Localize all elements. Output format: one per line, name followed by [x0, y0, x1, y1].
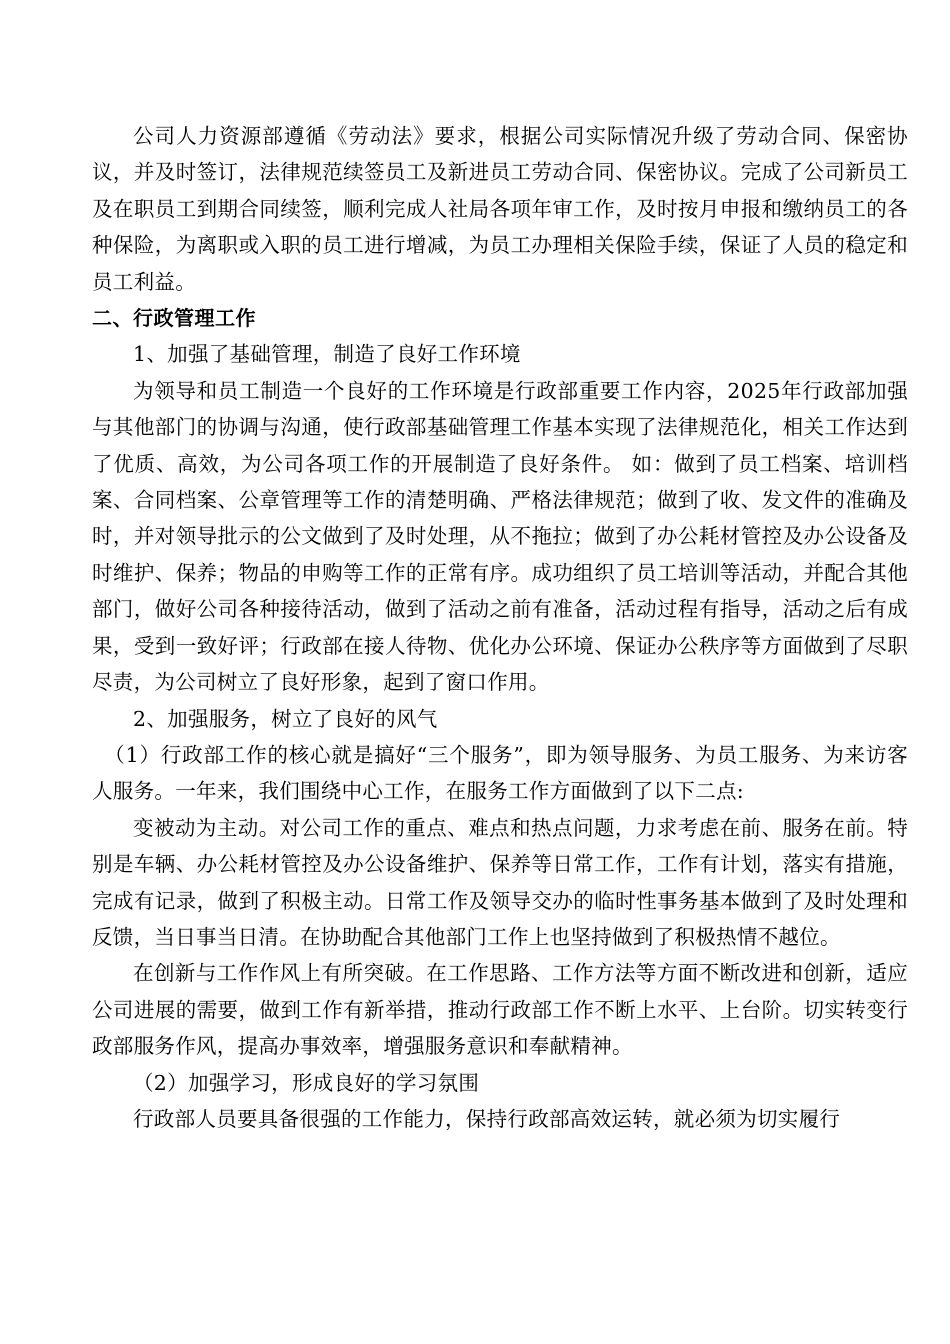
subheading-learning: （2）加强学习，形成良好的学习氛围: [133, 1070, 480, 1095]
document-page: [92, 118, 908, 1137]
subheading-basic-management: 1、加强了基础管理，制造了良好工作环境: [133, 342, 521, 367]
paragraph-hr-contracts: 公司人力资源部遵循《劳动法》要求，根据公司实际情况升级了劳动合同、保密协议，并及时签订，法律规范续签员工及新进员工劳动合同、保密协议。完成了公司新员工及在职员工到期合同续签，顺利完成人社局各项年审工作，及时按月申报和缴纳员工的各种保险，为离职或入职的员工进行增减，为员工办理相关保险手续，保证了人员的稳定和员工利益。: [92, 124, 908, 294]
paragraph-innovation: 在创新与工作作风上有所突破。在工作思路、工作方法等方面不断改进和创新，适应公司进展的需要，做到工作有新举措，推动行政部工作不断上水平、上台阶。切实转变行政部服务作风，提高办事效率，增强服务意识和奉献精神。: [92, 961, 908, 1059]
paragraph-learning: 行政部人员要具备很强的工作能力，保持行政部高效运转，就必须为切实履行: [133, 1106, 841, 1131]
paragraph-passive-to-active: 变被动为主动。对公司工作的重点、难点和热点问题，力求考虑在前、服务在前。特别是车辆、办公耗材管控及办公设备维护、保养等日常工作，工作有计划，落实有措施，完成有记录，做到了积极主动。日常工作及领导交办的临时性事务基本做到了及时处理和反馈，当日事当日清。在协助配合其他部门工作上也坚持做到了积极热情不越位。: [92, 815, 908, 949]
subheading-service: 2、加强服务，树立了良好的风气: [133, 706, 438, 731]
paragraph-work-environment: 为领导和员工制造一个良好的工作环境是行政部重要工作内容，2025年行政部加强与其他部门的协调与沟通，使行政部基础管理工作基本实现了法律规范化，相关工作达到了优质、高效，为公司各项工作的开展制造了良好条件。 如：做到了员工档案、培训档案、合同档案、公章管理等工作的清楚明确、严格法律规范；做到了收、发文件的准确及时，并对领导批示的公文做到了及时处理，从不拖拉；做到了办公耗材管控及办公设备及时维护、保养；物品的申购等工作的正常有序。成功组织了员工培训等活动，并配合其他部门，做好公司各种接待活动，做到了活动之前有准备，活动过程有指导，活动之后有成果，受到一致好评；行政部在接人待物、优化办公环境、保证办公秩序等方面做到了尽职尽责，为公司树立了良好形象，起到了窗口作用。: [92, 378, 908, 695]
paragraph-three-services: （1）行政部工作的核心就是搞好“三个服务”，即为领导服务、为员工服务、为来访客人服务。一年来，我们围绕中心工作，在服务工作方面做到了以下二点:: [92, 742, 908, 804]
section-heading-admin: 二、行政管理工作: [92, 306, 256, 331]
